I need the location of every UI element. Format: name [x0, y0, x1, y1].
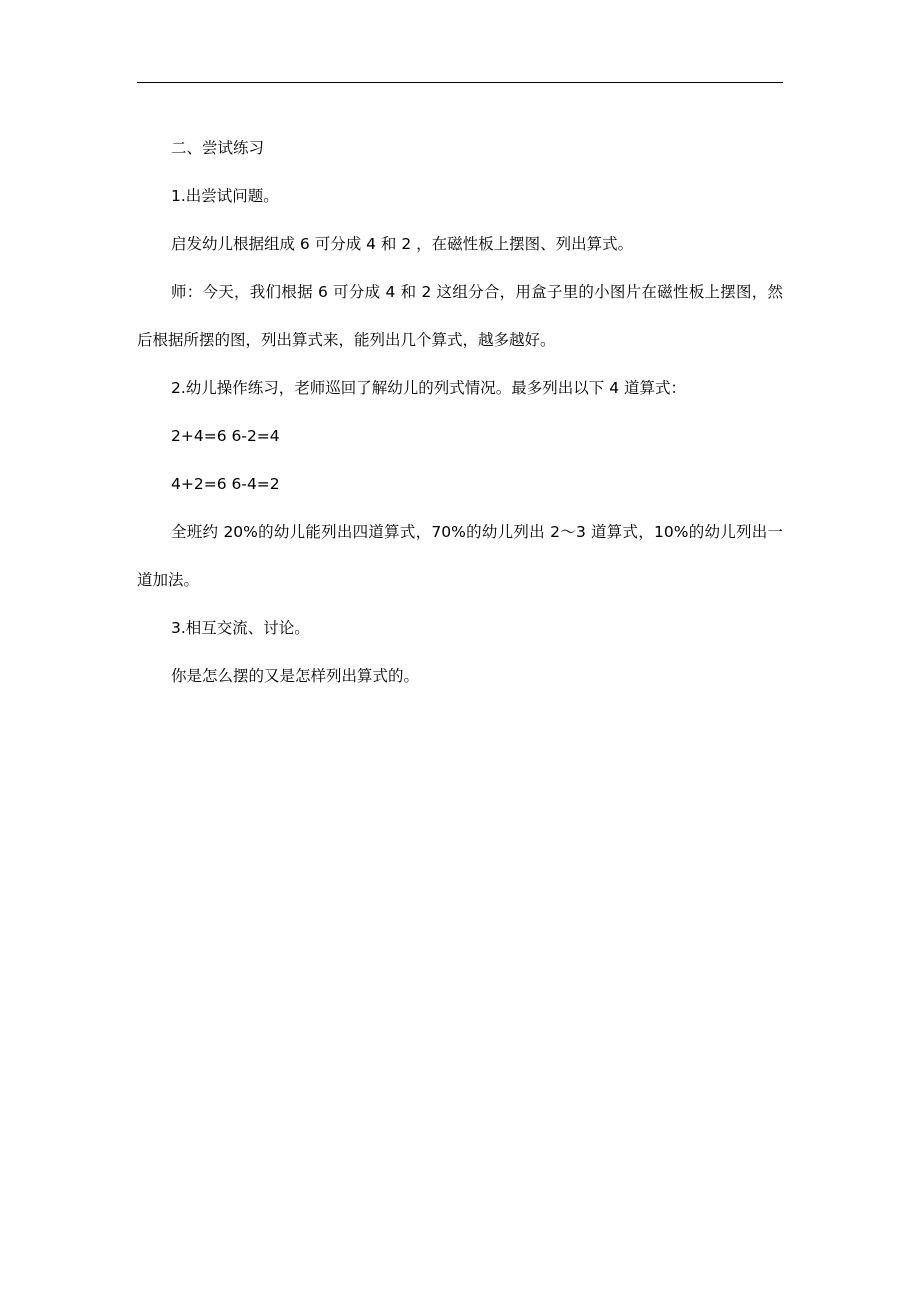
document-body [137, 124, 783, 700]
equation-line-1: 2+4=6 6-2=4 [171, 427, 280, 445]
equation-line-2: 4+2=6 6-4=2 [171, 475, 280, 493]
paragraph-statistics: 全班约 20%的幼儿能列出四道算式，70%的幼儿列出 2～3 道算式，10%的幼儿列出一道加法。 [137, 523, 783, 589]
paragraph-discussion-heading: 3.相互交流、讨论。 [171, 619, 310, 637]
paragraph-teacher-speech: 师：今天，我们根据 6 可分成 4 和 2 这组分合，用盒子里的小图片在磁性板上摆图，然后根据所摆的图，列出算式来，能列出几个算式，越多越好。 [137, 283, 783, 349]
header-rule [137, 82, 783, 83]
paragraph-practice-heading: 2.幼儿操作练习，老师巡回了解幼儿的列式情况。最多列出以下 4 道算式： [171, 379, 687, 397]
paragraph-prompt: 启发幼儿根据组成 6 可分成 4 和 2 ，在磁性板上摆图、列出算式。 [171, 235, 634, 253]
section-title: 二、尝试练习 [171, 139, 265, 157]
paragraph-discussion-question: 你是怎么摆的又是怎样列出算式的。 [171, 667, 420, 685]
paragraph-question-heading: 1.出尝试问题。 [171, 187, 279, 205]
